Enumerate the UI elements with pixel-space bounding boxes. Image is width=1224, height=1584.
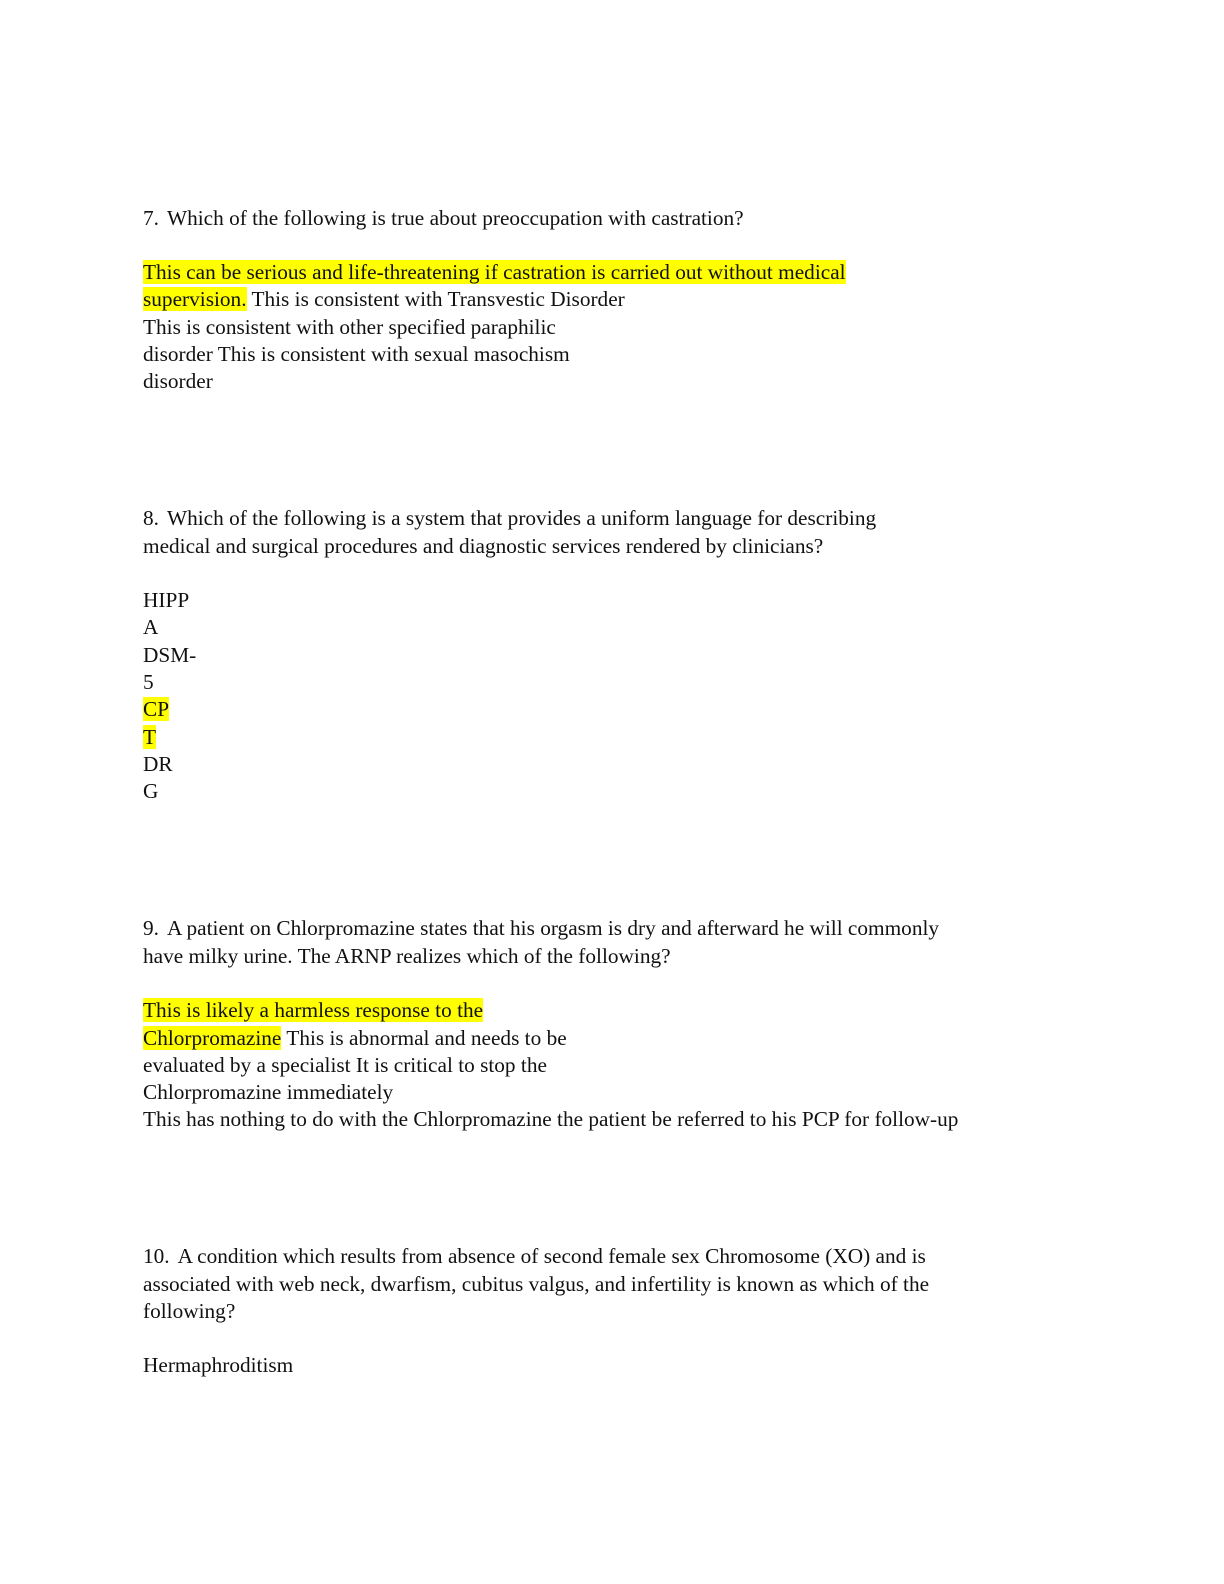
- question-8-answer-line: [143, 668, 154, 696]
- question-10-text: A condition which results from absence of second female sex Chromosome (XO) and is: [177, 1244, 926, 1268]
- question-9-correct-answer: This is likely a harmless response to the: [143, 998, 484, 1022]
- question-7-answer-text: This is consistent with other specified paraphilic: [143, 315, 556, 339]
- question-10-line-1: [143, 1242, 926, 1270]
- question-9-answer-line: [143, 1078, 393, 1106]
- question-8-answer-text: A: [143, 615, 159, 639]
- question-10-text: following?: [143, 1299, 236, 1323]
- question-7-correct-answer: This can be serious and life-threatening if castration is carried out without medical: [143, 260, 846, 284]
- question-10-line-3: [143, 1297, 235, 1325]
- question-10-line-2: [143, 1270, 929, 1298]
- question-7-line-1: [143, 204, 744, 232]
- question-8-answer-text: 5: [143, 670, 154, 694]
- question-7-answer-line: [143, 313, 556, 341]
- question-9-line-1: [143, 914, 939, 942]
- question-9-number: 9.: [143, 916, 159, 940]
- question-9-line-2: [143, 942, 671, 970]
- question-8-answer-line: [143, 586, 189, 614]
- question-9-text: have milky urine. The ARNP realizes which of the following?: [143, 944, 671, 968]
- question-8-answer-text: DR: [143, 752, 173, 776]
- question-8-line-1: [143, 504, 876, 532]
- question-8-text: medical and surgical procedures and diagnostic services rendered by clinicians?: [143, 534, 824, 558]
- question-8-text: Which of the following is a system that provides a uniform language for describing: [166, 506, 877, 530]
- question-8-answer-text: HIPP: [143, 588, 190, 612]
- question-9-answer-line: [143, 996, 483, 1024]
- question-7-text: Which of the following is true about preoccupation with castration?: [166, 206, 744, 230]
- question-7-answer-line: [143, 285, 625, 313]
- question-9-answer-text: evaluated by a specialist It is critical to stop the: [143, 1053, 547, 1077]
- question-8-number: 8.: [143, 506, 159, 530]
- question-9-answer-text: This is abnormal and needs to be: [281, 1026, 567, 1050]
- question-9-answer-text: Chlorpromazine immediately: [143, 1080, 394, 1104]
- question-8-answer-text: DSM-: [143, 643, 197, 667]
- question-8-answer-line: [143, 695, 169, 723]
- question-10-text: associated with web neck, dwarfism, cubitus valgus, and infertility is known as which of the: [143, 1272, 930, 1296]
- question-9-text: A patient on Chlorpromazine states that his orgasm is dry and afterward he will commonly: [166, 916, 940, 940]
- question-7-answer-line: [143, 340, 570, 368]
- question-8-correct-answer: CP: [143, 697, 170, 721]
- question-10-answer-text: Hermaphroditism: [143, 1353, 294, 1377]
- question-10-number: 10.: [143, 1244, 170, 1268]
- question-9-correct-answer: Chlorpromazine: [143, 1026, 282, 1050]
- question-8-answer-line: [143, 777, 158, 805]
- question-9-answer-line: [143, 1105, 958, 1133]
- question-9-answer-line: [143, 1024, 567, 1052]
- question-7-answer-text: disorder: [143, 369, 213, 393]
- question-9-answer-line: [143, 1051, 547, 1079]
- question-10-answer-line: [143, 1351, 293, 1379]
- question-8-answer-line: [143, 750, 173, 778]
- question-8-answer-text: G: [143, 779, 159, 803]
- question-8-answer-line: [143, 723, 156, 751]
- question-7-answer-line: [143, 258, 846, 286]
- question-7-number: 7.: [143, 206, 159, 230]
- question-7-correct-answer: supervision.: [143, 287, 247, 311]
- question-8-answer-line: [143, 613, 158, 641]
- question-8-correct-answer: T: [143, 725, 157, 749]
- question-7-answer-text: disorder This is consistent with sexual masochism: [143, 342, 570, 366]
- question-8-answer-line: [143, 641, 196, 669]
- question-9-answer-text: This has nothing to do with the Chlorpromazine the patient be referred to his PCP for follow-up: [143, 1107, 959, 1131]
- question-8-line-2: [143, 532, 823, 560]
- question-7-answer-text: This is consistent with Transvestic Disorder: [246, 287, 625, 311]
- question-7-answer-line: [143, 367, 213, 395]
